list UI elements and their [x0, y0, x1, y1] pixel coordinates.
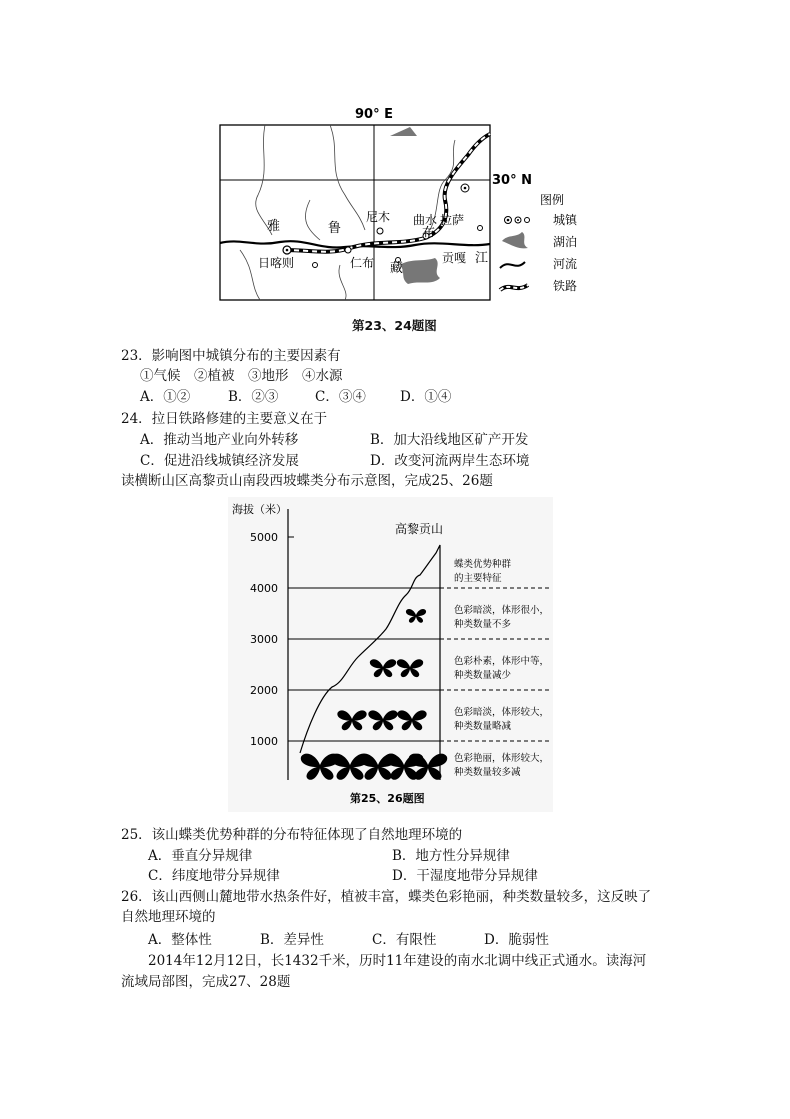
q26-option-a: A．整体性 [148, 932, 212, 948]
intro-25-26: 读横断山区高黎贡山南段西坡蝶类分布示意图，完成25、26题 [121, 473, 493, 489]
q24-option-b: B．加大沿线地区矿产开发 [370, 432, 529, 448]
butterfly-svg [228, 497, 553, 812]
svg-text:2000: 2000 [250, 684, 278, 697]
ytick-2000 [250, 684, 278, 697]
town-nimu [377, 228, 383, 234]
q26-option-b: B．差异性 [260, 932, 324, 948]
zone-2-line-1: 色彩朴素，体形中等， [454, 656, 550, 667]
river-char-5: 江 [475, 251, 489, 266]
place-qushui: 曲水 [413, 213, 438, 227]
q23-stem: 23．影响图中城镇分布的主要因素有 [121, 348, 341, 364]
ytick-3000 [250, 633, 278, 646]
map-svg [210, 100, 590, 305]
legend-title: 图例 [540, 193, 565, 207]
legend-rail: 铁路 [553, 279, 578, 293]
river-char-4: 布 [422, 226, 436, 241]
river-char-2: 鲁 [328, 221, 342, 236]
q25-option-a: A．垂直分异规律 [148, 848, 253, 864]
zone-1-line-1: 色彩暗淡，体形很小， [454, 605, 550, 616]
q26-stem-2: 自然地理环境的 [121, 909, 216, 925]
svg-text:4000: 4000 [250, 582, 278, 595]
mountain-label: 高黎贡山 [395, 522, 444, 536]
legend-lake-icon [502, 232, 528, 248]
q23-option-b: B．②③ [228, 389, 279, 405]
q25-option-d: D．干湿度地带分异规律 [392, 868, 538, 884]
legend-river: 河流 [553, 257, 578, 271]
butterfly-figure [228, 497, 553, 812]
intro-27-28-line-1: 2014年12月12日，长1432千米，历时11年建设的南水北调中线正式通水。读海河 [148, 953, 647, 969]
ytick-4000 [250, 582, 278, 595]
q23-option-a: A．①② [140, 389, 191, 405]
q25-option-b: B．地方性分异规律 [392, 848, 510, 864]
q25-option-c: C．纬度地带分异规律 [148, 868, 280, 884]
place-rikaze: 日喀则 [258, 256, 295, 270]
q23-items: ①气候 ②植被 ③地形 ④水源 [140, 368, 343, 384]
town-renbu [345, 247, 351, 253]
legend-river-icon [500, 262, 525, 268]
y-axis-label: 海拔（米） [232, 503, 287, 516]
q23-option-d: D．①④ [400, 389, 452, 405]
q24-option-c: C．促进沿线城镇经济发展 [140, 453, 299, 469]
lon-label: 90° E [355, 107, 393, 122]
place-renbu: 仁布 [350, 256, 375, 270]
ytick-1000 [250, 735, 278, 748]
q24-stem: 24．拉日铁路修建的主要意义在于 [121, 411, 328, 427]
zone-2-line-2: 种类数量减少 [454, 670, 512, 681]
zone-3-line-2: 种类数量略减 [454, 721, 512, 732]
q25-stem: 25．该山蝶类优势种群的分布特征体现了自然地理环境的 [121, 827, 463, 843]
q26-stem-1: 26．该山西侧山麓地带水热条件好，植被丰富，蝶类色彩艳丽，种类数量较多，这反映了 [121, 889, 652, 905]
q26-option-d: D．脆弱性 [484, 932, 549, 948]
zone-1-line-2: 种类数量不多 [454, 619, 512, 630]
fig2-caption: 第25、26题图 [350, 792, 425, 805]
svg-text:1000: 1000 [250, 735, 278, 748]
place-gongga: 贡嘎 [442, 251, 467, 265]
map-figure [210, 100, 590, 305]
svg-text:5000: 5000 [250, 531, 278, 544]
intro-27-28-line-2: 流域局部图，完成27、28题 [121, 974, 291, 990]
map-caption: 第23、24题图 [352, 318, 437, 333]
place-lasa: 拉萨 [440, 213, 465, 227]
q24-option-a: A．推动当地产业向外转移 [140, 432, 299, 448]
place-nimu: 尼木 [366, 210, 391, 224]
river-char-3: 藏 [390, 261, 404, 276]
map-legend [500, 192, 578, 293]
zone-3-line-1: 色彩暗淡，体形较大， [454, 707, 550, 718]
right-title-1: 蝶类优势种群 [454, 559, 512, 570]
zone-4-line-2: 种类数量较多减 [454, 767, 521, 778]
lat-label: 30° N [492, 173, 532, 188]
q26-option-c: C．有限性 [372, 932, 437, 948]
svg-text:3000: 3000 [250, 633, 278, 646]
legend-lake: 湖泊 [553, 235, 578, 249]
zone-4-line-1: 色彩艳丽，体形较大， [454, 753, 550, 764]
river-char-1: 雅 [267, 219, 281, 234]
q24-option-d: D．改变河流两岸生态环境 [370, 453, 530, 469]
legend-town: 城镇 [553, 213, 578, 227]
q23-option-c: C．③④ [315, 389, 366, 405]
right-title-2: 的主要特征 [454, 573, 502, 584]
